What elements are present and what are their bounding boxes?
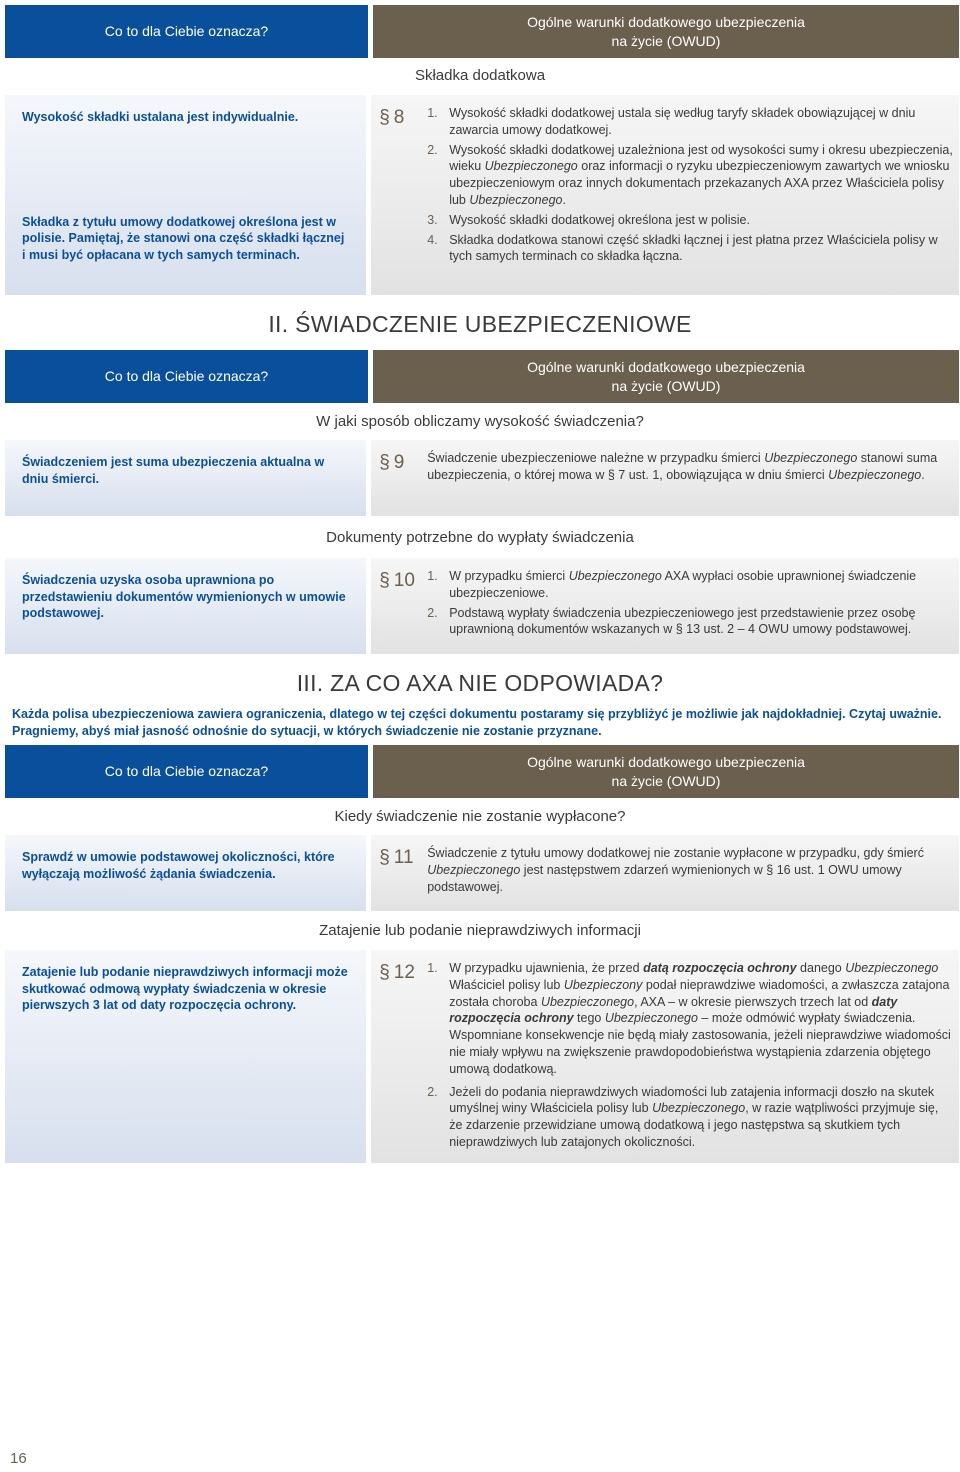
paragraph-number-10: § 10 [379, 570, 415, 591]
page-number: 16 [10, 1450, 27, 1467]
clause-8 [371, 95, 959, 295]
section-3-intro: Każda polisa ubezpieczeniowa zawiera ograniczenia, dlatego w tej części dokumentu postaramy się przybliżyć je możliwie jak najdokładniej. Czytaj uważnie. Pragniemy, abyś miał jasność odnośnie do sytuacji, w których świadczenie nie zostanie przyznane. [12, 707, 942, 738]
clause-11-content: Świadczenie z tytułu umowy dodatkowej nie zostanie wypłacone w przypadku, gdy śmierć Ubezpieczonego jest następstwem zdarzeń wymienionych w § 16 ust. 1 OWU umowy podstawowej. [427, 846, 924, 894]
clause-11 [371, 835, 959, 911]
list-item: 2. Wysokość składki dodatkowej uzależniona jest od wysokości sumy i okresu ubezpieczenia, wieku Ubezpieczonego oraz informacji o ryzyku ubezpieczeniowym zawartych we wniosku ubezpieczeniowym oraz innych dokumentach przekazanych AXA przez Właściciela polisy lub Ubezpieczonego. [427, 142, 953, 207]
list-item: 2. Jeżeli do podania nieprawdziwych wiadomości lub zatajenia informacji doszło na skutek umyślnej winy Właściciela polisy lub Ubezpieczonego, w razie wątpliwości przyjmuje się, że zdarzenie przewidziane umową dodatkową i jego następstwa są skutkiem tych nieprawdziwych lub zatajonych okoliczności. [427, 1084, 939, 1149]
clause-12 [371, 950, 959, 1163]
list-item: 4. Składka dodatkowa stanowi część składki łącznej i jest płatna przez Właściciela polisy w tych samych terminach co składka łączna. [427, 232, 938, 264]
header-right: Ogólne warunki dodatkowego ubezpieczenia na życie (OWUD) [373, 350, 959, 403]
side-note-8a: Wysokość składki ustalana jest indywidualnie. [22, 110, 299, 124]
header-left: Co to dla Ciebie oznacza? [5, 5, 368, 58]
header-right: Ogólne warunki dodatkowego ubezpieczenia na życie (OWUD) [373, 745, 959, 798]
clause-8-content [427, 105, 953, 287]
list-item: 1. W przypadku śmierci Ubezpieczonego AXA wypłaci osobie uprawnionej świadczenie ubezpieczeniowe. [427, 569, 917, 600]
section-sign-icon: § [379, 107, 390, 128]
clause-9 [371, 440, 959, 516]
side-note-10: Świadczenia uzyska osoba uprawniona po przedstawieniu dokumentów wymienionych w umowie podstawowej. [5, 558, 366, 654]
paragraph-number-11: § 11 [379, 847, 414, 868]
subtitle-wysokosc: W jaki sposób obliczamy wysokość świadczenia? [316, 413, 644, 430]
clause-10-content [427, 568, 953, 646]
clause-10 [371, 558, 959, 654]
section-sign-icon: § [379, 570, 390, 591]
side-note-11: Sprawdź w umowie podstawowej okoliczności, które wyłączają możliwość żądania świadczenia. [5, 835, 366, 911]
subtitle-zatajenie: Zatajenie lub podanie nieprawdziwych informacji [319, 922, 641, 939]
list-item: 2. Podstawą wypłaty świadczenia ubezpieczeniowego jest przedstawienie przez osobę uprawnioną dokumentów wskazanych w § 13 ust. 2 – 4 OWU umowy podstawowej. [427, 605, 916, 637]
section-10-row [5, 558, 959, 654]
paragraph-number-12: § 12 [379, 962, 415, 983]
section-12-row [5, 950, 959, 1163]
section-sign-icon: § [379, 847, 390, 868]
side-note-8 [5, 95, 366, 295]
section-sign-icon: § [379, 962, 390, 983]
section-8-row [5, 95, 959, 295]
paragraph-number-8: § 8 [379, 107, 405, 128]
section-11-row [5, 835, 959, 911]
clause-9-content: Świadczenie ubezpieczeniowe należne w przypadku śmierci Ubezpieczonego stanowi suma ubezpieczenia, o której mowa w § 7 ust. 1, obowiązująca w dniu śmierci Ubezpieczonego. [427, 451, 938, 482]
section-9-row [5, 440, 959, 516]
list-item: 3. Wysokość składki dodatkowej określona jest w polisie. [427, 212, 750, 227]
header-left: Co to dla Ciebie oznacza? [5, 745, 368, 798]
side-note-12: Zatajenie lub podanie nieprawdziwych informacji może skutkować odmową wypłaty świadczenia w okresie pierwszych 3 lat od daty rozpoczęcia ochrony. [5, 950, 366, 1163]
side-note-9: Świadczeniem jest suma ubezpieczenia aktualna w dniu śmierci. [5, 440, 366, 516]
clause-12-content [427, 960, 953, 1155]
header-right: Ogólne warunki dodatkowego ubezpieczenia na życie (OWUD) [373, 5, 959, 58]
subtitle-kiedy: Kiedy świadczenie nie zostanie wypłacone? [334, 808, 626, 825]
subtitle-skladka: Składka dodatkowa [414, 67, 546, 84]
list-item: 1. W przypadku ujawnienia, że przed datą rozpoczęcia ochrony danego Ubezpieczonego Właściciel polisy lub Ubezpieczony podał nieprawdziwe wiadomości, a zwłaszcza zatajona została choroba Ubezpieczonego, AXA – w okresie pierwszych trzech lat od daty rozpoczęcia ochrony tego Ubezpieczonego – może odmówić wypłaty świadczenia. Wspomniane konsekwencje nie będą miały zastosowania, jeżeli nieprawdziwe wiadomości nie miały wpływu na zwiększenie prawdopodobieństwa wystąpienia zdarzenia objętego umową dodatkową. [427, 961, 951, 1076]
section-sign-icon: § [379, 452, 390, 473]
subtitle-dokumenty: Dokumenty potrzebne do wypłaty świadczenia [326, 529, 634, 546]
paragraph-number-9: § 9 [379, 452, 405, 473]
side-note-8b: Składka z tytułu umowy dodatkowej określona jest w polisie. Pamiętaj, że stanowi ona część składki łącznej i musi być opłacana w tych samych terminach. [22, 214, 345, 262]
list-item: 1. Wysokość składki dodatkowej ustala się według taryfy składek obowiązującej w dniu zawarcia umowy dodatkowej. [427, 106, 916, 137]
section-title-2: II. ŚWIADCZENIE UBEZPIECZENIOWE [268, 311, 692, 337]
header-left: Co to dla Ciebie oznacza? [5, 350, 368, 403]
section-title-3: III. ZA CO AXA NIE ODPOWIADA? [296, 670, 664, 696]
